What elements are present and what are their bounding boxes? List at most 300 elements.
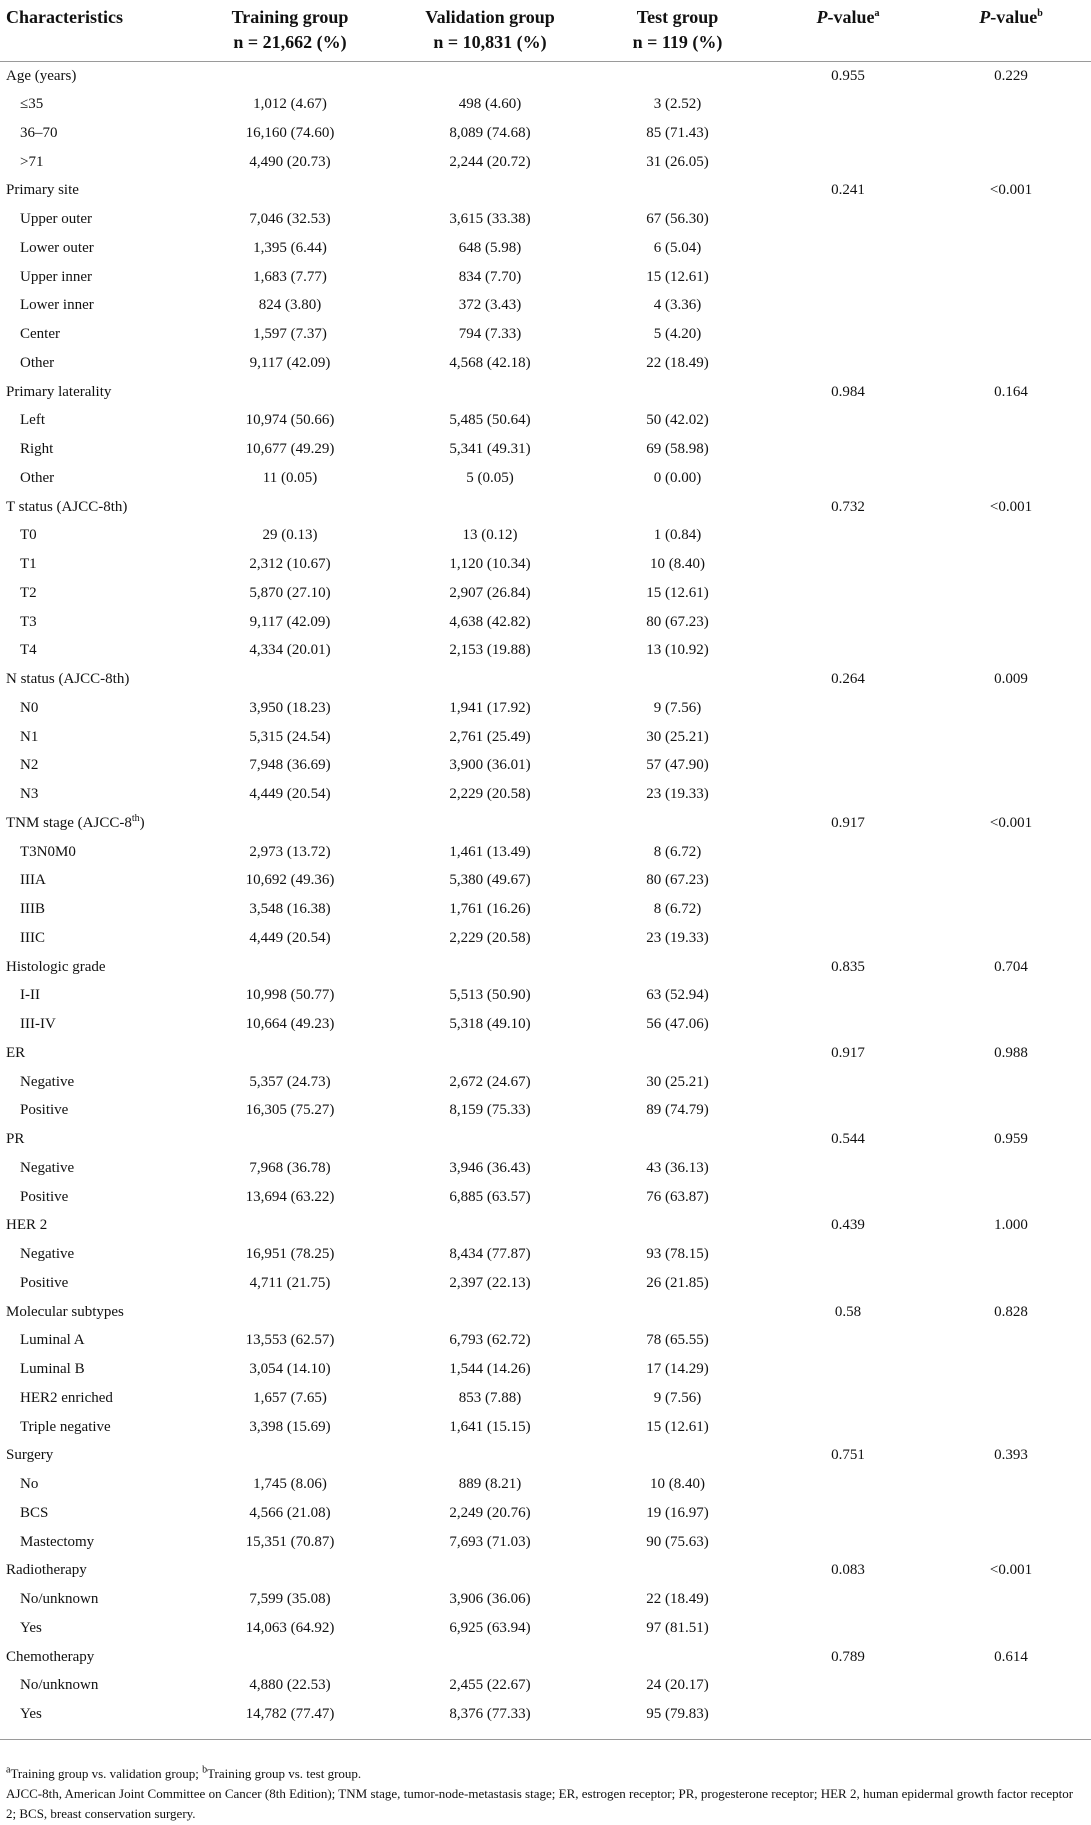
validation-cell: 5,341 (49.31) xyxy=(449,441,531,458)
pvalue-a-cell xyxy=(765,607,931,636)
pvalue-b-cell xyxy=(931,1269,1091,1298)
validation-cell: 498 (4.60) xyxy=(458,96,522,113)
pvalue-b-cell: <0.001 xyxy=(989,814,1033,831)
pvalue-a-cell xyxy=(765,1326,931,1355)
validation-cell: 6,793 (62.72) xyxy=(449,1332,531,1349)
test-cell xyxy=(590,809,765,838)
validation-cell: 3,615 (33.38) xyxy=(449,211,531,228)
pvalue-a-cell xyxy=(765,119,931,148)
pvalue-a-cell xyxy=(765,751,931,780)
validation-cell xyxy=(390,1642,590,1671)
validation-cell xyxy=(390,1556,590,1585)
row-label xyxy=(0,1096,190,1125)
row-label xyxy=(0,435,190,464)
pvalue-a-cell xyxy=(765,981,931,1010)
category-label xyxy=(0,1211,190,1240)
row-label-text: Lower inner xyxy=(20,297,94,314)
row-label-text: T3 xyxy=(20,613,37,630)
validation-cell xyxy=(390,1125,590,1154)
training-cell: 16,951 (78.25) xyxy=(245,1246,335,1263)
training-cell: 14,063 (64.92) xyxy=(245,1619,335,1636)
pvalue-a-cell xyxy=(765,1269,931,1298)
training-cell xyxy=(190,61,390,90)
row-label-text: Negative xyxy=(20,1246,75,1263)
row-label-text: Left xyxy=(20,412,45,429)
row-label xyxy=(0,521,190,550)
training-cell: 15,351 (70.87) xyxy=(245,1533,335,1550)
validation-cell: 1,544 (14.26) xyxy=(449,1361,531,1378)
header-validation-title: Validation group xyxy=(425,7,555,27)
row-label xyxy=(0,780,190,809)
test-cell xyxy=(590,1039,765,1068)
pvalue-a-cell: 0.835 xyxy=(831,958,865,975)
row-label xyxy=(0,119,190,148)
test-cell: 15 (12.61) xyxy=(646,584,709,601)
pvalue-b-cell: <0.001 xyxy=(989,182,1033,199)
pvalue-a-cell xyxy=(765,1412,931,1441)
row-label xyxy=(0,1240,190,1269)
pvalue-a-cell xyxy=(765,1671,931,1700)
category-label xyxy=(0,1642,190,1671)
pvalue-a-cell: 0.732 xyxy=(831,498,865,515)
training-cell: 3,548 (16.38) xyxy=(249,901,331,918)
pvalue-b-cell: 0.229 xyxy=(994,67,1028,84)
pvalue-a-cell xyxy=(765,636,931,665)
test-cell xyxy=(590,665,765,694)
footnote-comparisons xyxy=(6,1764,1086,1784)
pvalue-a-cell: 0.955 xyxy=(831,67,865,84)
pvalue-b-cell xyxy=(931,751,1091,780)
category-label xyxy=(0,665,190,694)
pvalue-a-cell xyxy=(765,1585,931,1614)
training-cell: 13,694 (63.22) xyxy=(245,1188,335,1205)
footnote-b-marker: b xyxy=(202,1764,208,1776)
test-cell: 9 (7.56) xyxy=(653,699,702,716)
validation-cell xyxy=(390,809,590,838)
category-row xyxy=(0,952,1091,981)
category-row xyxy=(0,492,1091,521)
row-label-text: Primary laterality xyxy=(6,383,112,400)
table-row xyxy=(0,981,1091,1010)
pvalue-a-cell: 0.264 xyxy=(831,671,865,688)
validation-cell: 5,380 (49.67) xyxy=(449,872,531,889)
training-cell: 4,566 (21.08) xyxy=(249,1504,331,1521)
training-cell: 1,683 (7.77) xyxy=(253,268,327,285)
test-cell: 23 (19.33) xyxy=(646,786,709,803)
pvalue-a-cell xyxy=(765,147,931,176)
header-validation-group xyxy=(390,0,590,61)
pvalue-b-cell xyxy=(931,1412,1091,1441)
training-cell: 10,998 (50.77) xyxy=(245,987,335,1004)
table-row xyxy=(0,579,1091,608)
pvalue-a-cell: 0.083 xyxy=(831,1562,865,1579)
pvalue-a-cell xyxy=(765,262,931,291)
category-label xyxy=(0,61,190,90)
validation-cell: 5,318 (49.10) xyxy=(449,1016,531,1033)
pvalue-b-cell: 0.164 xyxy=(994,383,1028,400)
training-cell: 2,973 (13.72) xyxy=(249,843,331,860)
training-cell xyxy=(190,1039,390,1068)
pvalue-a-cell xyxy=(765,1096,931,1125)
test-cell: 76 (63.87) xyxy=(646,1188,709,1205)
table-row xyxy=(0,866,1091,895)
pvalue-a-cell xyxy=(765,550,931,579)
pvalue-a-cell xyxy=(765,205,931,234)
validation-cell: 3,946 (36.43) xyxy=(449,1159,531,1176)
row-label-text: T1 xyxy=(20,556,37,573)
test-cell: 90 (75.63) xyxy=(646,1533,709,1550)
row-label xyxy=(0,349,190,378)
validation-cell: 6,885 (63.57) xyxy=(449,1188,531,1205)
row-label-text: Lower outer xyxy=(20,239,94,256)
pvalue-a-cell xyxy=(765,694,931,723)
pvalue-a-cell: 0.544 xyxy=(831,1131,865,1148)
row-label-text: Mastectomy xyxy=(20,1533,95,1550)
row-label xyxy=(0,147,190,176)
pvalue-b-cell xyxy=(931,262,1091,291)
training-cell xyxy=(190,1556,390,1585)
row-label xyxy=(0,607,190,636)
category-label xyxy=(0,1556,190,1585)
validation-cell: 853 (7.88) xyxy=(458,1389,522,1406)
header-test-n: n = 119 (%) xyxy=(632,32,723,52)
test-cell: 22 (18.49) xyxy=(646,1591,709,1608)
pvalue-b-cell xyxy=(931,1096,1091,1125)
test-cell: 69 (58.98) xyxy=(646,441,709,458)
pvalue-b-cell xyxy=(931,837,1091,866)
pvalue-b-cell xyxy=(931,1182,1091,1211)
test-cell: 10 (8.40) xyxy=(650,556,705,573)
test-cell: 0 (0.00) xyxy=(653,469,702,486)
pvalue-a-cell: 0.439 xyxy=(831,1217,865,1234)
row-label-text: Other xyxy=(20,354,55,371)
row-label-text: Triple negative xyxy=(20,1418,111,1435)
training-cell: 4,449 (20.54) xyxy=(249,786,331,803)
validation-cell: 1,761 (16.26) xyxy=(449,901,531,918)
pvalue-a-cell xyxy=(765,349,931,378)
table-row xyxy=(0,837,1091,866)
category-row xyxy=(0,61,1091,90)
test-cell: 15 (12.61) xyxy=(646,268,709,285)
pvalue-a-cell xyxy=(765,837,931,866)
table-row xyxy=(0,234,1091,263)
training-cell: 5,315 (24.54) xyxy=(249,728,331,745)
header-training-n: n = 21,662 (%) xyxy=(233,32,347,52)
pvalue-b-cell xyxy=(931,1067,1091,1096)
validation-cell xyxy=(390,61,590,90)
row-label-sup: th xyxy=(131,812,140,824)
row-label xyxy=(0,1614,190,1643)
header-training-group xyxy=(190,0,390,61)
test-cell: 1 (0.84) xyxy=(653,527,702,544)
row-label xyxy=(0,1384,190,1413)
pvalue-a-cell xyxy=(765,1527,931,1556)
training-cell xyxy=(190,1125,390,1154)
pvalue-b-cell xyxy=(931,607,1091,636)
pvalue-a-cell xyxy=(765,1499,931,1528)
table-row xyxy=(0,1154,1091,1183)
category-row xyxy=(0,809,1091,838)
test-cell: 26 (21.85) xyxy=(646,1274,709,1291)
table-row xyxy=(0,1182,1091,1211)
row-label xyxy=(0,895,190,924)
pvalue-b-cell xyxy=(931,1700,1091,1729)
validation-cell xyxy=(390,1211,590,1240)
pvalue-b-cell xyxy=(931,1154,1091,1183)
test-cell xyxy=(590,1642,765,1671)
row-label-text: Molecular subtypes xyxy=(6,1303,124,1320)
row-label xyxy=(0,1355,190,1384)
training-cell: 1,395 (6.44) xyxy=(253,239,327,256)
table-row xyxy=(0,147,1091,176)
category-row xyxy=(0,1642,1091,1671)
table-row xyxy=(0,780,1091,809)
row-label-text: T2 xyxy=(20,584,37,601)
test-cell xyxy=(590,492,765,521)
pvalue-b-cell: 1.000 xyxy=(994,1217,1028,1234)
validation-cell: 4,568 (42.18) xyxy=(449,354,531,371)
training-cell xyxy=(190,952,390,981)
table-row xyxy=(0,1671,1091,1700)
test-cell: 97 (81.51) xyxy=(646,1619,709,1636)
test-cell: 6 (5.04) xyxy=(653,239,702,256)
pvalue-a-cell xyxy=(765,464,931,493)
training-cell: 7,968 (36.78) xyxy=(249,1159,331,1176)
validation-cell: 834 (7.70) xyxy=(458,268,522,285)
test-cell: 15 (12.61) xyxy=(646,1418,709,1435)
pvalue-b-cell xyxy=(931,1614,1091,1643)
pvalue-b-cell xyxy=(931,234,1091,263)
pvalue-b-cell xyxy=(931,579,1091,608)
training-cell: 3,398 (15.69) xyxy=(249,1418,331,1435)
pvalue-b-cell: <0.001 xyxy=(989,1562,1033,1579)
validation-cell: 2,153 (19.88) xyxy=(449,642,531,659)
bottom-rule-cell xyxy=(0,1729,1091,1740)
row-label-text: ≤35 xyxy=(20,96,44,113)
test-cell xyxy=(590,1556,765,1585)
table-row xyxy=(0,1355,1091,1384)
table-row xyxy=(0,435,1091,464)
table-row xyxy=(0,349,1091,378)
table-row xyxy=(0,722,1091,751)
row-label-text: Right xyxy=(20,441,54,458)
pvalue-b-cell xyxy=(931,349,1091,378)
pvalue-a-cell xyxy=(765,521,931,550)
training-cell: 1,012 (4.67) xyxy=(253,96,327,113)
pvalue-b-cell xyxy=(931,1470,1091,1499)
row-label xyxy=(0,1527,190,1556)
training-cell xyxy=(190,665,390,694)
row-label-text: Yes xyxy=(20,1619,42,1636)
row-label-text: Luminal A xyxy=(20,1332,85,1349)
header-test-group xyxy=(590,0,765,61)
test-cell xyxy=(590,176,765,205)
pvalue-a-cell: 0.241 xyxy=(831,182,865,199)
pvalue-b-cell xyxy=(931,722,1091,751)
training-cell: 11 (0.05) xyxy=(262,469,318,486)
pvalue-b-cell xyxy=(931,320,1091,349)
row-label xyxy=(0,1269,190,1298)
category-label xyxy=(0,1297,190,1326)
row-label xyxy=(0,636,190,665)
row-label xyxy=(0,1010,190,1039)
row-label xyxy=(0,1700,190,1729)
training-cell: 2,312 (10.67) xyxy=(249,556,331,573)
table-row xyxy=(0,550,1091,579)
training-cell: 10,692 (49.36) xyxy=(245,872,335,889)
training-cell: 1,745 (8.06) xyxy=(253,1476,327,1493)
pvalue-a-cell: 0.917 xyxy=(831,1044,865,1061)
category-label xyxy=(0,1039,190,1068)
test-cell: 30 (25.21) xyxy=(646,728,709,745)
pvalue-b-cell: 0.393 xyxy=(994,1447,1028,1464)
pvalue-b-cell xyxy=(931,1326,1091,1355)
header-pvalue-a-sup: a xyxy=(874,8,880,19)
test-cell: 57 (47.90) xyxy=(646,757,709,774)
row-label xyxy=(0,234,190,263)
pvalue-b-cell xyxy=(931,636,1091,665)
row-label-text: Center xyxy=(20,326,60,343)
pvalue-a-cell xyxy=(765,1067,931,1096)
table-row xyxy=(0,694,1091,723)
pvalue-a-cell xyxy=(765,924,931,953)
row-label xyxy=(0,981,190,1010)
row-label-text: ER xyxy=(6,1044,26,1061)
row-label-text: 36–70 xyxy=(20,124,58,141)
category-row xyxy=(0,1211,1091,1240)
validation-cell: 1,941 (17.92) xyxy=(449,699,531,716)
pvalue-b-cell xyxy=(931,1585,1091,1614)
pvalue-a-cell xyxy=(765,291,931,320)
validation-cell: 7,693 (71.03) xyxy=(449,1533,531,1550)
test-cell: 80 (67.23) xyxy=(646,872,709,889)
table-row xyxy=(0,895,1091,924)
training-cell: 1,657 (7.65) xyxy=(253,1389,327,1406)
training-cell xyxy=(190,1642,390,1671)
validation-cell: 2,249 (20.76) xyxy=(449,1504,531,1521)
pvalue-a-cell: 0.751 xyxy=(831,1447,865,1464)
validation-cell: 2,244 (20.72) xyxy=(449,153,531,170)
test-cell: 95 (79.83) xyxy=(646,1706,709,1723)
table-row xyxy=(0,1499,1091,1528)
pvalue-a-cell: 0.984 xyxy=(831,383,865,400)
row-label-text: N0 xyxy=(20,699,39,716)
validation-cell xyxy=(390,492,590,521)
table-row xyxy=(0,751,1091,780)
validation-cell xyxy=(390,1297,590,1326)
test-cell: 50 (42.02) xyxy=(646,412,709,429)
row-label xyxy=(0,550,190,579)
pvalue-b-cell xyxy=(931,1010,1091,1039)
row-label-text: Other xyxy=(20,469,55,486)
training-cell: 9,117 (42.09) xyxy=(249,354,331,371)
row-label-text: Age (years) xyxy=(6,67,77,84)
pvalue-a-cell xyxy=(765,1010,931,1039)
validation-cell: 1,120 (10.34) xyxy=(449,556,531,573)
category-row xyxy=(0,1441,1091,1470)
table-row xyxy=(0,119,1091,148)
validation-cell: 2,672 (24.67) xyxy=(449,1073,531,1090)
category-label xyxy=(0,492,190,521)
validation-cell: 13 (0.12) xyxy=(462,527,518,544)
test-cell xyxy=(590,377,765,406)
validation-cell: 1,641 (15.15) xyxy=(449,1418,531,1435)
pvalue-b-cell xyxy=(931,1527,1091,1556)
row-label xyxy=(0,1326,190,1355)
pvalue-a-cell xyxy=(765,1614,931,1643)
table-row xyxy=(0,607,1091,636)
training-cell: 29 (0.13) xyxy=(262,527,318,544)
validation-cell: 8,434 (77.87) xyxy=(449,1246,531,1263)
category-label xyxy=(0,809,190,838)
training-cell: 3,950 (18.23) xyxy=(249,699,331,716)
training-cell xyxy=(190,1297,390,1326)
table-row xyxy=(0,636,1091,665)
training-cell: 10,974 (50.66) xyxy=(245,412,335,429)
table-row xyxy=(0,406,1091,435)
row-label-text: No/unknown xyxy=(20,1677,99,1694)
test-cell: 67 (56.30) xyxy=(646,211,709,228)
pvalue-b-cell: 0.959 xyxy=(994,1131,1028,1148)
pvalue-b-cell xyxy=(931,406,1091,435)
table-row xyxy=(0,464,1091,493)
training-cell: 7,599 (35.08) xyxy=(249,1591,331,1608)
row-label-text: Surgery xyxy=(6,1447,54,1464)
test-cell: 13 (10.92) xyxy=(646,642,709,659)
row-label-text: HER2 enriched xyxy=(20,1389,113,1406)
header-characteristics: Characteristics xyxy=(0,0,190,61)
table-row xyxy=(0,1470,1091,1499)
category-row xyxy=(0,377,1091,406)
training-cell xyxy=(190,1211,390,1240)
pvalue-b-cell: 0.828 xyxy=(994,1303,1028,1320)
table-row xyxy=(0,1240,1091,1269)
validation-cell: 889 (8.21) xyxy=(458,1476,522,1493)
table-row xyxy=(0,262,1091,291)
footnote-a-text: Training group vs. validation group; xyxy=(10,1766,203,1781)
row-label-text: >71 xyxy=(20,153,44,170)
training-cell: 10,664 (49.23) xyxy=(245,1016,335,1033)
test-cell: 10 (8.40) xyxy=(650,1476,705,1493)
header-pvalue-a-p: P xyxy=(816,7,828,27)
test-cell: 93 (78.15) xyxy=(646,1246,709,1263)
header-pvalue-a-suffix: -value xyxy=(827,7,875,27)
table-row xyxy=(0,1269,1091,1298)
training-cell: 16,160 (74.60) xyxy=(245,124,335,141)
row-label-text: N2 xyxy=(20,757,39,774)
validation-cell: 2,761 (25.49) xyxy=(449,728,531,745)
validation-cell: 648 (5.98) xyxy=(458,239,522,256)
pvalue-b-cell: 0.988 xyxy=(994,1044,1028,1061)
pvalue-b-cell: <0.001 xyxy=(989,498,1033,515)
row-label-text: N status (AJCC-8th) xyxy=(6,671,130,688)
training-cell xyxy=(190,492,390,521)
header-pvalue-b-suffix: -value xyxy=(990,7,1038,27)
row-label-text: T status (AJCC-8th) xyxy=(6,498,128,515)
validation-cell: 2,397 (22.13) xyxy=(449,1274,531,1291)
pvalue-a-cell xyxy=(765,406,931,435)
row-label xyxy=(0,924,190,953)
row-label-text: T0 xyxy=(20,527,37,544)
pvalue-b-cell xyxy=(931,90,1091,119)
row-label-text: T4 xyxy=(20,642,37,659)
footnote-b-text: Training group vs. test group. xyxy=(207,1766,362,1781)
pvalue-b-cell xyxy=(931,780,1091,809)
test-cell: 85 (71.43) xyxy=(646,124,709,141)
header-pvalue-b xyxy=(931,0,1091,61)
pvalue-b-cell xyxy=(931,119,1091,148)
validation-cell xyxy=(390,1441,590,1470)
